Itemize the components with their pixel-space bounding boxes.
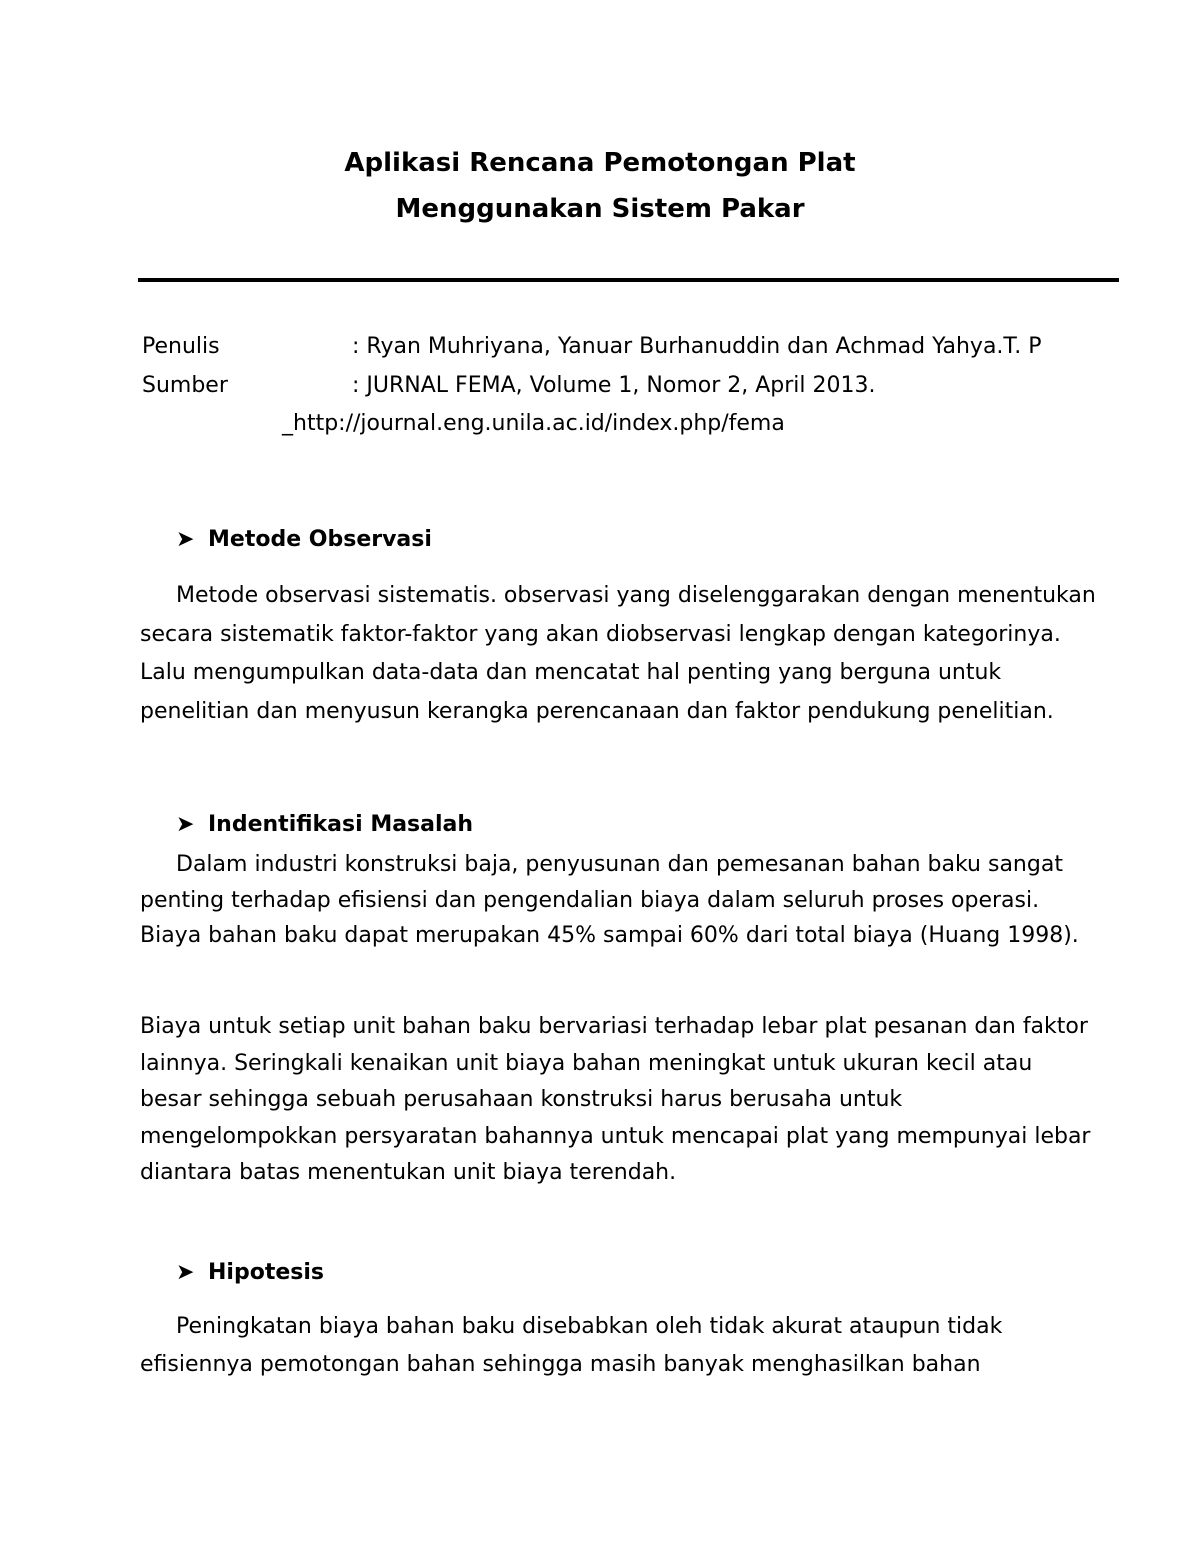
arrowhead-bullet-icon: ➤	[176, 812, 195, 837]
source-url-link[interactable]: _http://journal.eng.unila.ac.id/index.php/fema	[282, 411, 785, 436]
section-heading-text: Metode Observasi	[208, 527, 432, 552]
section-heading-metode-observasi	[176, 526, 432, 554]
paragraph-text: Peningkatan biaya bahan baku disebabkan oleh tidak akurat ataupun tidak efisiennya pemotongan bahan sehingga masih banyak menghasilkan bahan	[140, 1314, 1003, 1377]
section-heading-text: Hipotesis	[208, 1260, 324, 1285]
paragraph	[140, 1308, 1100, 1384]
document-title-line-1: Aplikasi Rencana Pemotongan Plat	[344, 148, 856, 178]
paragraph	[140, 577, 1100, 731]
author-value: : Ryan Muhriyana, Yanuar Burhanuddin dan Achmad Yahya.T. P	[352, 334, 1042, 359]
source-label: Sumber	[142, 373, 228, 398]
author-label: Penulis	[142, 334, 220, 359]
arrowhead-bullet-icon: ➤	[176, 527, 195, 552]
paragraph	[140, 1009, 1100, 1192]
paragraph-text: Biaya untuk setiap unit bahan baku bervariasi terhadap lebar plat pesanan dan faktor lainnya. Seringkali kenaikan unit biaya bahan meningkat untuk ukuran kecil atau besar sehingga sebuah perusahaan konstruksi harus berusaha untuk mengelompokkan persyaratan bahannya untuk mencapai plat yang mempunyai lebar diantara batas menentukan unit biaya terendah.	[140, 1014, 1091, 1185]
paragraph-text: Dalam industri konstruksi baja, penyusunan dan pemesanan bahan baku sangat penting terhadap efisiensi dan pengendalian biaya dalam seluruh proses operasi. Biaya bahan baku dapat merupakan 45% sampai 60% dari total biaya (Huang 1998).	[140, 852, 1079, 948]
title-divider	[138, 278, 1119, 282]
arrowhead-bullet-icon: ➤	[176, 1260, 195, 1285]
section-heading-hipotesis	[176, 1259, 324, 1287]
section-heading-indentifikasi-masalah	[176, 811, 473, 839]
document-title-line-2: Menggunakan Sistem Pakar	[395, 194, 805, 224]
source-value: : JURNAL FEMA, Volume 1, Nomor 2, April 2013.	[352, 373, 876, 398]
section-heading-text: Indentifikasi Masalah	[208, 812, 474, 837]
paragraph-text: Metode observasi sistematis. observasi yang diselenggarakan dengan menentukan secara sistematik faktor-faktor yang akan diobservasi lengkap dengan kategorinya. Lalu mengumpulkan data-data dan mencatat hal penting yang berguna untuk penelitian dan menyusun kerangka perencanaan dan faktor pendukung penelitian.	[140, 583, 1096, 724]
paragraph	[140, 847, 1100, 954]
